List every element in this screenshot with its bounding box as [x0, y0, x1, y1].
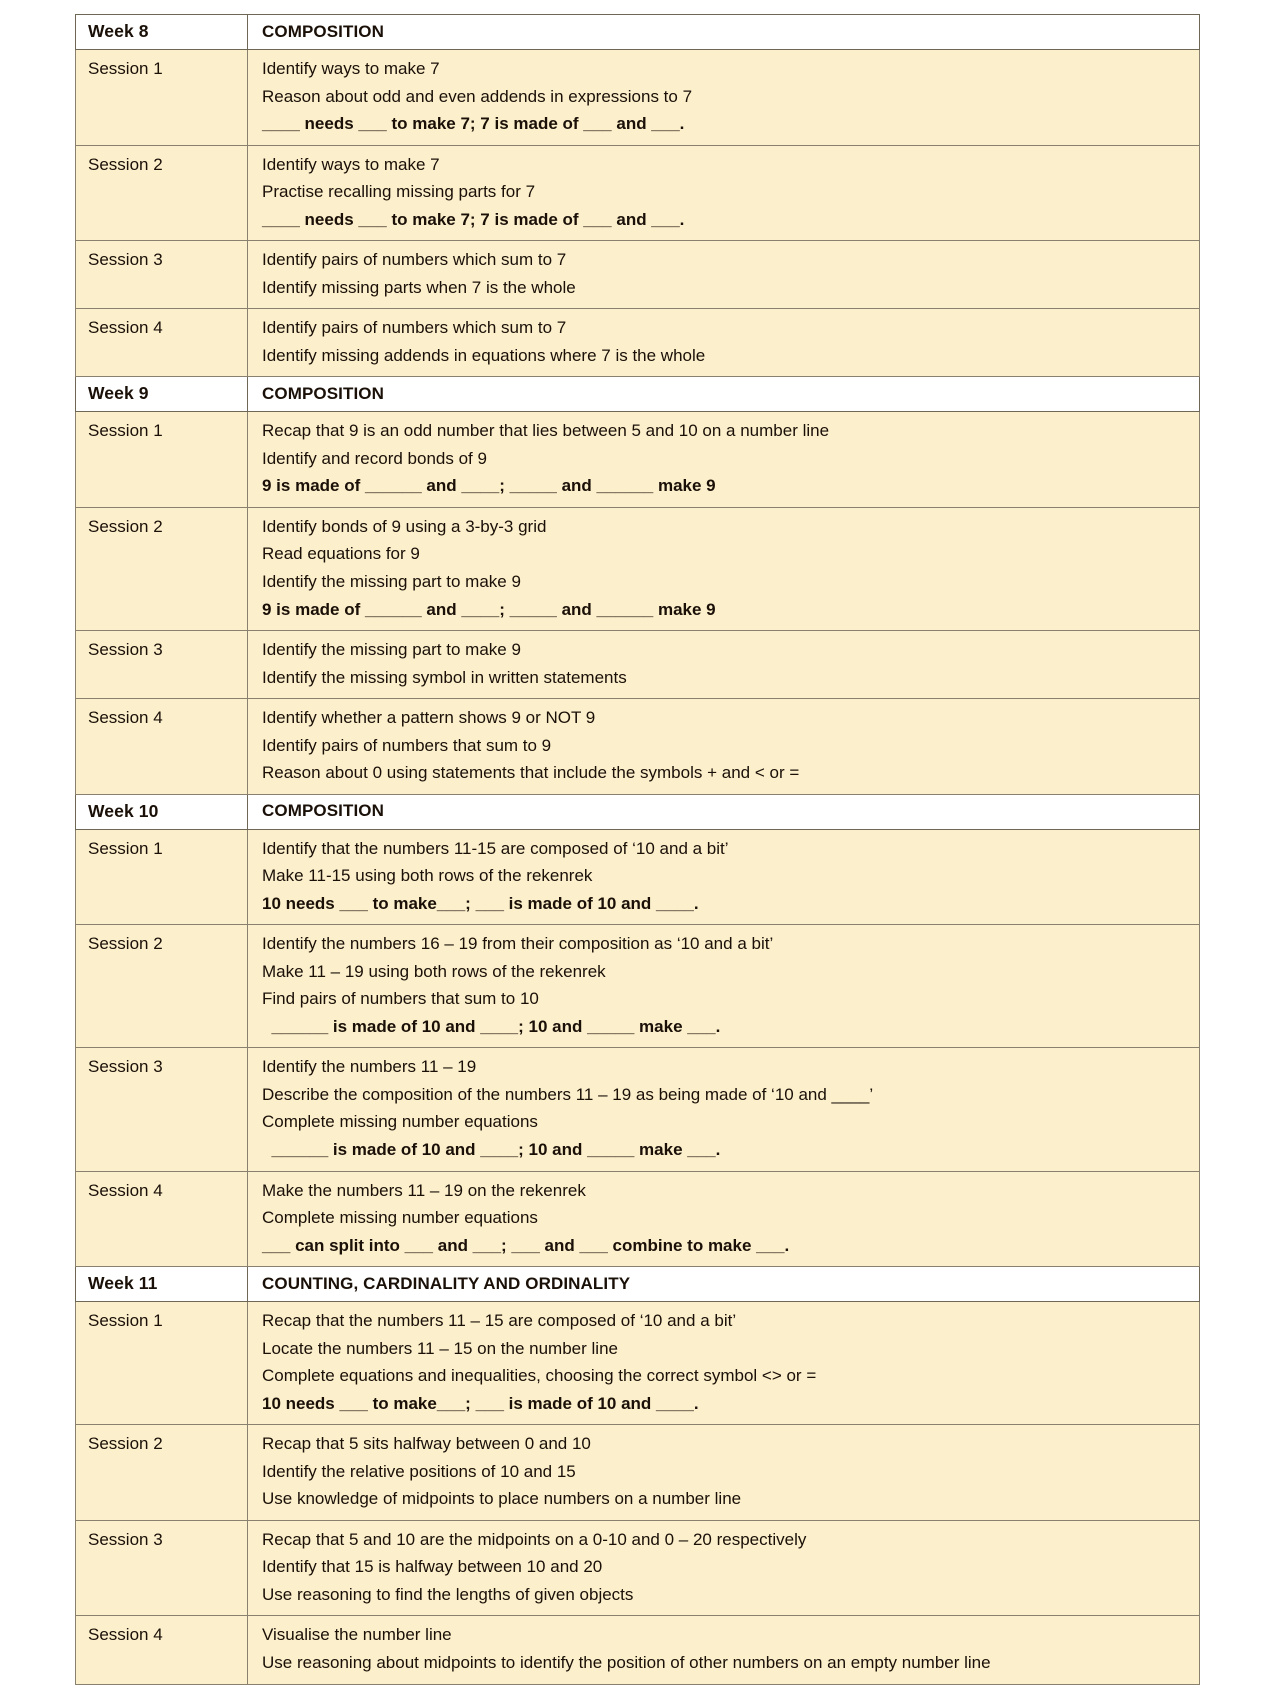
session-objective-line: Use reasoning to find the lengths of given objects — [262, 1584, 634, 1604]
session-objective-line: Complete equations and inequalities, choosing the correct symbol <> or = — [262, 1366, 817, 1386]
session-row — [76, 699, 1200, 795]
session-objective-line: Identify the missing part to make 9 — [262, 571, 521, 591]
session-objective-line: Identify that 15 is halfway between 10 and 20 — [262, 1557, 603, 1577]
session-label: Session 1 — [76, 829, 248, 925]
week-label: Week 9 — [76, 377, 248, 412]
session-objective-line: Identify missing addends in equations where 7 is the whole — [262, 345, 706, 365]
session-objective-line: Identify whether a pattern shows 9 or NOT 9 — [262, 708, 596, 728]
session-row — [76, 925, 1200, 1048]
session-label: Session 3 — [76, 1048, 248, 1171]
session-objectives — [248, 412, 1200, 508]
session-objective-line: Identify the missing part to make 9 — [262, 640, 521, 660]
session-objectives — [248, 1048, 1200, 1171]
session-objectives — [248, 1302, 1200, 1425]
week-label: Week 8 — [76, 15, 248, 50]
session-label: Session 4 — [76, 1616, 248, 1684]
session-label: Session 4 — [76, 309, 248, 377]
session-objectives — [248, 699, 1200, 795]
session-objective-line: Reason about odd and even addends in expressions to 7 — [262, 86, 693, 106]
session-label: Session 2 — [76, 507, 248, 630]
session-stem-sentence: ___ can split into ___ and ___; ___ and ___ combine to make ___. — [262, 1235, 790, 1255]
session-label: Session 2 — [76, 925, 248, 1048]
session-objective-line: Identify the relative positions of 10 and 15 — [262, 1461, 576, 1481]
session-objective-line: Use knowledge of midpoints to place numbers on a number line — [262, 1489, 742, 1509]
session-objectives — [248, 507, 1200, 630]
session-row — [76, 1302, 1200, 1425]
session-objective-line: Complete missing number equations — [262, 1208, 538, 1228]
session-objective-line: Identify pairs of numbers which sum to 7 — [262, 318, 567, 338]
session-objective-line: Identify pairs of numbers that sum to 9 — [262, 735, 552, 755]
session-row — [76, 50, 1200, 146]
session-objective-line: Make 11-15 using both rows of the rekenrek — [262, 866, 593, 886]
session-row — [76, 1171, 1200, 1267]
session-objective-line: Make 11 – 19 using both rows of the rekenrek — [262, 961, 606, 981]
week-header-row — [76, 15, 1200, 50]
session-objective-line: Reason about 0 using statements that include the symbols + and < or = — [262, 763, 800, 783]
session-objectives — [248, 631, 1200, 699]
session-stem-sentence: ____ needs ___ to make 7; 7 is made of ___ and ___. — [262, 114, 685, 134]
session-objective-line: Recap that 9 is an odd number that lies between 5 and 10 on a number line — [262, 421, 830, 441]
curriculum-table-body — [76, 15, 1200, 1685]
session-stem-sentence: ____ needs ___ to make 7; 7 is made of ___ and ___. — [262, 209, 685, 229]
session-label: Session 3 — [76, 631, 248, 699]
session-stem-sentence: 10 needs ___ to make___; ___ is made of 10 and ____. — [262, 893, 699, 913]
session-objectives — [248, 1171, 1200, 1267]
session-label: Session 2 — [76, 1425, 248, 1521]
session-objective-line: Locate the numbers 11 – 15 on the number line — [262, 1338, 618, 1358]
session-objective-line: Use reasoning about midpoints to identify the position of other numbers on an empty number line — [262, 1652, 991, 1672]
week-topic: COMPOSITION — [248, 15, 1200, 50]
session-row — [76, 507, 1200, 630]
session-row — [76, 631, 1200, 699]
week-header-row — [76, 377, 1200, 412]
session-objectives — [248, 925, 1200, 1048]
session-row — [76, 1425, 1200, 1521]
session-objective-line: Practise recalling missing parts for 7 — [262, 182, 536, 202]
session-row — [76, 309, 1200, 377]
session-objective-line: Recap that 5 and 10 are the midpoints on a 0-10 and 0 – 20 respectively — [262, 1529, 807, 1549]
session-label: Session 4 — [76, 699, 248, 795]
session-objectives — [248, 1425, 1200, 1521]
session-objective-line: Identify the missing symbol in written statements — [262, 667, 627, 687]
session-row — [76, 1616, 1200, 1684]
session-objective-line: Identify that the numbers 11-15 are composed of ‘10 and a bit’ — [262, 838, 729, 858]
session-label: Session 4 — [76, 1171, 248, 1267]
session-objective-line: Identify the numbers 11 – 19 — [262, 1057, 477, 1077]
session-objective-line: Describe the composition of the numbers 11 – 19 as being made of ‘10 and ____’ — [262, 1084, 874, 1104]
session-stem-sentence: 9 is made of ______ and ____; _____ and ______ make 9 — [262, 599, 716, 619]
session-label: Session 1 — [76, 50, 248, 146]
session-objectives — [248, 50, 1200, 146]
session-objective-line: Identify missing parts when 7 is the whole — [262, 277, 576, 297]
session-objectives — [248, 145, 1200, 241]
session-stem-sentence: 10 needs ___ to make___; ___ is made of 10 and ____. — [262, 1393, 699, 1413]
session-objective-line: Identify ways to make 7 — [262, 154, 440, 174]
week-topic: COMPOSITION — [248, 377, 1200, 412]
session-stem-sentence: 9 is made of ______ and ____; _____ and ______ make 9 — [262, 476, 716, 496]
session-objective-line: Find pairs of numbers that sum to 10 — [262, 989, 539, 1009]
week-topic: COUNTING, CARDINALITY AND ORDINALITY — [248, 1267, 1200, 1302]
session-objectives — [248, 1616, 1200, 1684]
week-label: Week 11 — [76, 1267, 248, 1302]
session-objective-line: Visualise the number line — [262, 1625, 452, 1645]
session-objective-line: Identify and record bonds of 9 — [262, 448, 487, 468]
session-objectives — [248, 309, 1200, 377]
session-objective-line: Identify the numbers 16 – 19 from their composition as ‘10 and a bit’ — [262, 934, 774, 954]
session-row — [76, 412, 1200, 508]
session-stem-sentence: ______ is made of 10 and ____; 10 and _____ make ___. — [262, 1016, 721, 1036]
session-row — [76, 241, 1200, 309]
week-header-row — [76, 794, 1200, 829]
curriculum-table — [75, 14, 1200, 1685]
session-label: Session 1 — [76, 412, 248, 508]
session-label: Session 2 — [76, 145, 248, 241]
session-objectives — [248, 241, 1200, 309]
week-header-row — [76, 1267, 1200, 1302]
session-row — [76, 829, 1200, 925]
session-row — [76, 1048, 1200, 1171]
session-objective-line: Complete missing number equations — [262, 1112, 538, 1132]
session-objectives — [248, 1520, 1200, 1616]
session-row — [76, 145, 1200, 241]
session-objectives — [248, 829, 1200, 925]
session-stem-sentence: ______ is made of 10 and ____; 10 and _____ make ___. — [262, 1140, 721, 1159]
session-objective-line: Make the numbers 11 – 19 on the rekenrek — [262, 1180, 586, 1200]
session-objective-line: Recap that the numbers 11 – 15 are composed of ‘10 and a bit’ — [262, 1311, 737, 1331]
week-label: Week 10 — [76, 794, 248, 829]
week-topic: COMPOSITION — [248, 794, 1200, 829]
session-label: Session 3 — [76, 241, 248, 309]
session-label: Session 1 — [76, 1302, 248, 1425]
session-objective-line: Identify ways to make 7 — [262, 59, 440, 78]
session-label: Session 3 — [76, 1520, 248, 1616]
session-row — [76, 1520, 1200, 1616]
session-objective-line: Identify bonds of 9 using a 3-by-3 grid — [262, 516, 547, 536]
session-objective-line: Read equations for 9 — [262, 544, 420, 564]
session-objective-line: Recap that 5 sits halfway between 0 and 10 — [262, 1434, 591, 1454]
session-objective-line: Identify pairs of numbers which sum to 7 — [262, 250, 567, 270]
